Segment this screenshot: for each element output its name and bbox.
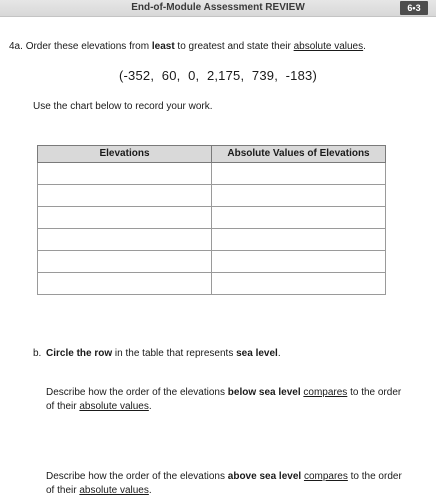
prompt-bold-circle-row: Circle the row xyxy=(46,348,113,359)
desc-bold-above-sea-level: above sea level xyxy=(227,471,302,482)
desc-underline-compares: compares xyxy=(303,387,348,398)
header-absolute-values: Absolute Values of Elevations xyxy=(212,146,386,163)
table-cell[interactable] xyxy=(212,163,386,185)
prompt-text-2: to greatest and state their xyxy=(174,41,294,52)
desc-text: Describe how the order of the elevations xyxy=(46,387,228,398)
table-cell[interactable] xyxy=(38,185,212,207)
desc-underline-absolute-values: absolute values xyxy=(79,401,149,412)
header-title: End-of-Module Assessment REVIEW xyxy=(131,2,305,13)
desc-text: . xyxy=(148,401,152,412)
prompt-text-1: Order these elevations from xyxy=(25,41,152,52)
table-row xyxy=(38,207,386,229)
table-row xyxy=(38,273,386,295)
question-4a-prompt xyxy=(9,40,366,53)
table-row xyxy=(38,251,386,273)
question-b-prompt xyxy=(46,347,281,360)
table-header-row xyxy=(38,146,386,163)
table-cell[interactable] xyxy=(38,229,212,251)
table-cell[interactable] xyxy=(38,273,212,295)
header-bar xyxy=(0,0,436,17)
describe-above-sea-level xyxy=(46,470,406,498)
question-b-label: b. xyxy=(33,348,42,359)
desc-text: Describe how the order of the elevations xyxy=(46,471,228,482)
work-table xyxy=(37,145,386,295)
table-cell[interactable] xyxy=(38,163,212,185)
prompt-text: in the table that represents xyxy=(112,348,237,359)
prompt-underline-absolute-values: absolute values xyxy=(293,41,364,52)
prompt-bold-least: least xyxy=(151,41,175,52)
table-cell[interactable] xyxy=(212,185,386,207)
describe-below-sea-level xyxy=(46,386,406,414)
desc-text: to the order of their xyxy=(46,387,402,412)
table-row xyxy=(38,229,386,251)
header-elevations: Elevations xyxy=(38,146,212,163)
module-badge: 6•3 xyxy=(400,1,428,15)
table-row xyxy=(38,163,386,185)
desc-text: . xyxy=(148,485,152,496)
table-cell[interactable] xyxy=(38,251,212,273)
table-cell[interactable] xyxy=(212,207,386,229)
question-number: 4a. xyxy=(9,41,23,52)
prompt-bold-sea-level: sea level xyxy=(236,348,278,359)
table-row xyxy=(38,185,386,207)
desc-text: to the order of their xyxy=(46,471,402,496)
elevation-values: (-352, 60, 0, 2,175, 739, -183) xyxy=(119,68,317,83)
desc-underline-absolute-values: absolute values xyxy=(79,485,149,496)
table-cell[interactable] xyxy=(212,273,386,295)
table-cell[interactable] xyxy=(38,207,212,229)
prompt-text: . xyxy=(277,348,281,359)
desc-bold-below-sea-level: below sea level xyxy=(227,387,301,398)
chart-instruction: Use the chart below to record your work. xyxy=(33,101,213,112)
desc-underline-compares: compares xyxy=(303,471,348,482)
prompt-text-3: . xyxy=(363,41,366,52)
table-cell[interactable] xyxy=(212,251,386,273)
table-cell[interactable] xyxy=(212,229,386,251)
